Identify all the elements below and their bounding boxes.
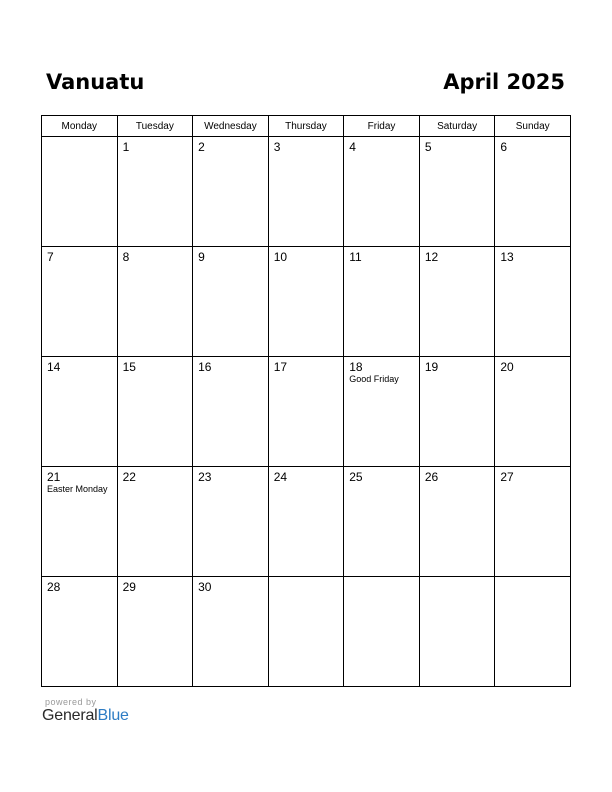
day-number: 9 <box>198 250 205 264</box>
week-row <box>42 247 571 357</box>
week-row <box>42 137 571 247</box>
day-cell <box>419 247 495 357</box>
day-number: 29 <box>122 580 136 594</box>
day-cell <box>344 137 420 247</box>
day-number: 8 <box>122 250 130 264</box>
week-row <box>42 357 571 467</box>
country-title: Vanuatu <box>46 70 145 94</box>
day-cell <box>344 467 420 577</box>
day-number: 4 <box>349 140 356 154</box>
day-number: 16 <box>198 360 212 374</box>
day-number: 7 <box>47 250 54 264</box>
day-number: 26 <box>424 470 439 484</box>
day-cell <box>117 137 193 247</box>
day-cell <box>268 577 344 687</box>
day-number: 13 <box>500 250 514 264</box>
day-number: 22 <box>122 470 136 484</box>
day-number <box>420 577 495 580</box>
month-year-title: April 2025 <box>443 70 565 94</box>
day-number: 11 <box>349 250 362 264</box>
weekday-wednesday: Wednesday <box>193 116 269 137</box>
weekday-saturday: Saturday <box>419 116 495 137</box>
day-number: 19 <box>424 360 439 374</box>
day-cell <box>495 357 571 467</box>
weekday-thursday: Thursday <box>268 116 344 137</box>
day-cell <box>495 137 571 247</box>
day-number: 1 <box>122 140 130 154</box>
day-cell <box>117 467 193 577</box>
day-number: 17 <box>273 360 288 374</box>
day-number: 21 <box>47 470 61 484</box>
weekday-sunday: Sunday <box>495 116 571 137</box>
day-number: 3 <box>273 140 281 154</box>
day-number: 25 <box>349 470 363 484</box>
day-cell <box>193 467 269 577</box>
day-cell <box>419 467 495 577</box>
day-number <box>344 577 419 580</box>
generalblue-logo[interactable] <box>42 707 129 725</box>
day-number: 30 <box>198 580 212 594</box>
day-cell <box>42 357 118 467</box>
day-cell <box>344 577 420 687</box>
day-cell <box>495 577 571 687</box>
day-number: 28 <box>47 580 61 594</box>
day-cell <box>42 137 118 247</box>
day-number <box>269 577 344 580</box>
day-number: 14 <box>47 360 61 374</box>
day-cell <box>117 357 193 467</box>
weekday-friday: Friday <box>344 116 420 137</box>
brand-blue-text: Blue <box>97 707 129 724</box>
calendar-grid <box>41 115 571 687</box>
weekday-header-row <box>42 116 571 137</box>
day-cell <box>193 137 269 247</box>
day-cell <box>419 577 495 687</box>
day-cell <box>268 247 344 357</box>
day-cell <box>117 247 193 357</box>
day-number: 2 <box>198 140 205 154</box>
brand-general-text: General <box>42 707 98 724</box>
week-row <box>42 577 571 687</box>
powered-by-label: powered by <box>45 697 97 707</box>
day-cell <box>193 247 269 357</box>
footer-branding <box>42 697 129 725</box>
day-cell <box>117 577 193 687</box>
weekday-monday: Monday <box>42 116 118 137</box>
day-cell <box>344 357 420 467</box>
day-number: 12 <box>424 250 439 264</box>
day-number: 24 <box>273 470 288 484</box>
day-number: 6 <box>500 140 508 154</box>
holiday-label: Good Friday <box>349 374 399 384</box>
day-number: 5 <box>424 140 432 154</box>
day-number <box>42 137 117 140</box>
day-number: 23 <box>198 470 212 484</box>
weekday-tuesday: Tuesday <box>117 116 193 137</box>
day-number: 20 <box>500 360 514 374</box>
day-cell <box>42 467 118 577</box>
day-number: 10 <box>273 250 288 264</box>
day-cell <box>268 357 344 467</box>
day-cell <box>495 247 571 357</box>
day-cell <box>419 357 495 467</box>
day-cell <box>495 467 571 577</box>
week-row <box>42 467 571 577</box>
day-cell <box>268 467 344 577</box>
day-cell <box>419 137 495 247</box>
day-cell <box>42 577 118 687</box>
day-cell <box>268 137 344 247</box>
day-number: 15 <box>122 360 136 374</box>
day-number: 18 <box>349 360 363 374</box>
day-number: 27 <box>500 470 514 484</box>
day-number <box>495 577 570 580</box>
day-cell <box>193 357 269 467</box>
holiday-label: Easter Monday <box>47 484 108 494</box>
day-cell <box>193 577 269 687</box>
day-cell <box>344 247 420 357</box>
day-cell <box>42 247 118 357</box>
